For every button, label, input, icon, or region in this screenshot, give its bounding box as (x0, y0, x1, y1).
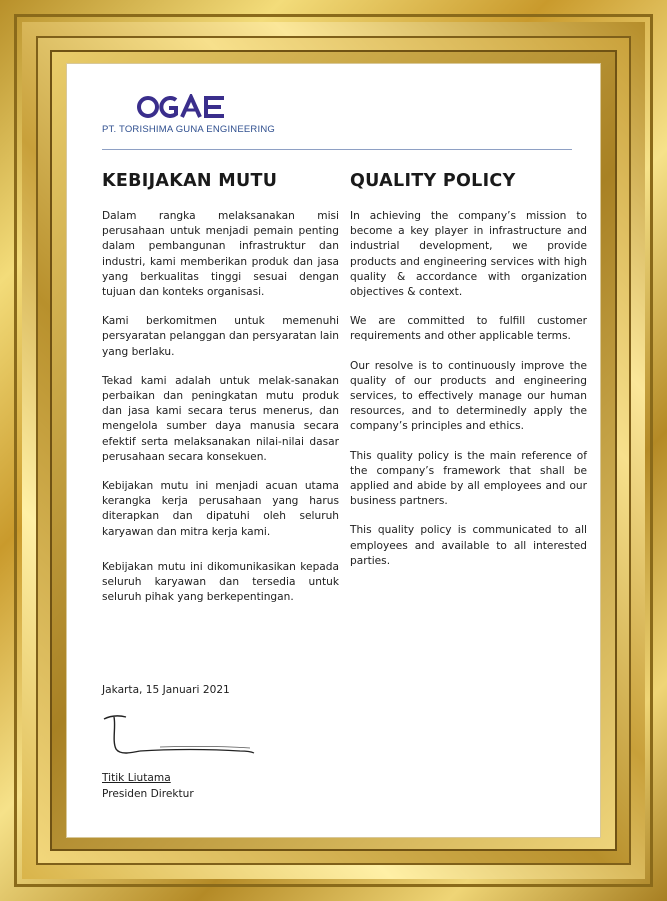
policy-document (66, 63, 601, 838)
policy-text-english (350, 209, 587, 583)
signer-name: Titik Liutama (102, 772, 171, 784)
paragraph: Our resolve is to continuously improve the quality of our products and engineering services, to effectively manage our human resources, and to determinedly apply the company’s principles and ethics. (350, 359, 587, 433)
paragraph: Tekad kami adalah untuk melak-sanakan perbaikan dan peningkatan mutu produk dan jasa kami secara terus menerus, dan mengelola sumber daya manusia secara efektif serta melaksanakan nilai-nilai dasar perusahaan secara konsekuen. (102, 374, 339, 463)
paragraph: This quality policy is the main reference of the company’s framework that shall be applied and abide by all employees and our business partners. (350, 449, 587, 508)
policy-text-indonesian (102, 209, 339, 619)
title-indonesian: KEBIJAKAN MUTU (102, 171, 278, 191)
paragraph: Dalam rangka melaksanakan misi perusahaan untuk menjadi pemain penting dalam pembangunan infrastruktur dan industri, kami memberikan produk dan jasa yang berkualitas tinggi sesuai dengan tujuan dan konteks organisasi. (102, 210, 339, 299)
paragraph: We are committed to fulfill customer requirements and other applicable terms. (350, 315, 587, 343)
place-date: Jakarta, 15 Januari 2021 (102, 684, 230, 696)
paragraph: In achieving the company’s mission to become a key player in infrastructure and industrial development, we provide products and engineering services with high quality & accordance with organization objectives & context. (350, 210, 587, 299)
paragraph: Kebijakan mutu ini dikomunikasikan kepada seluruh karyawan dan tersedia untuk seluruh pihak yang berkepentingan. (102, 560, 339, 604)
company-logo (136, 94, 230, 120)
paragraph: Kami berkomitmen untuk memenuhi persyaratan pelanggan dan persyaratan lain yang berlaku. (102, 315, 339, 358)
signer-title: Presiden Direktur (102, 788, 194, 800)
logo-text: OGAE (136, 94, 139, 95)
title-english: QUALITY POLICY (350, 171, 516, 191)
paragraph: Kebijakan mutu ini menjadi acuan utama kerangka kerja perusahaan yang harus diterapkan dan dipatuhi oleh seluruh karyawan dan mitra kerja kami. (102, 480, 339, 538)
signature-image (100, 711, 260, 761)
paragraph: This quality policy is communicated to all employees and available to all interested parties. (350, 524, 587, 567)
header-divider (102, 149, 572, 150)
company-name: PT. TORISHIMA GUNA ENGINEERING (102, 124, 275, 135)
